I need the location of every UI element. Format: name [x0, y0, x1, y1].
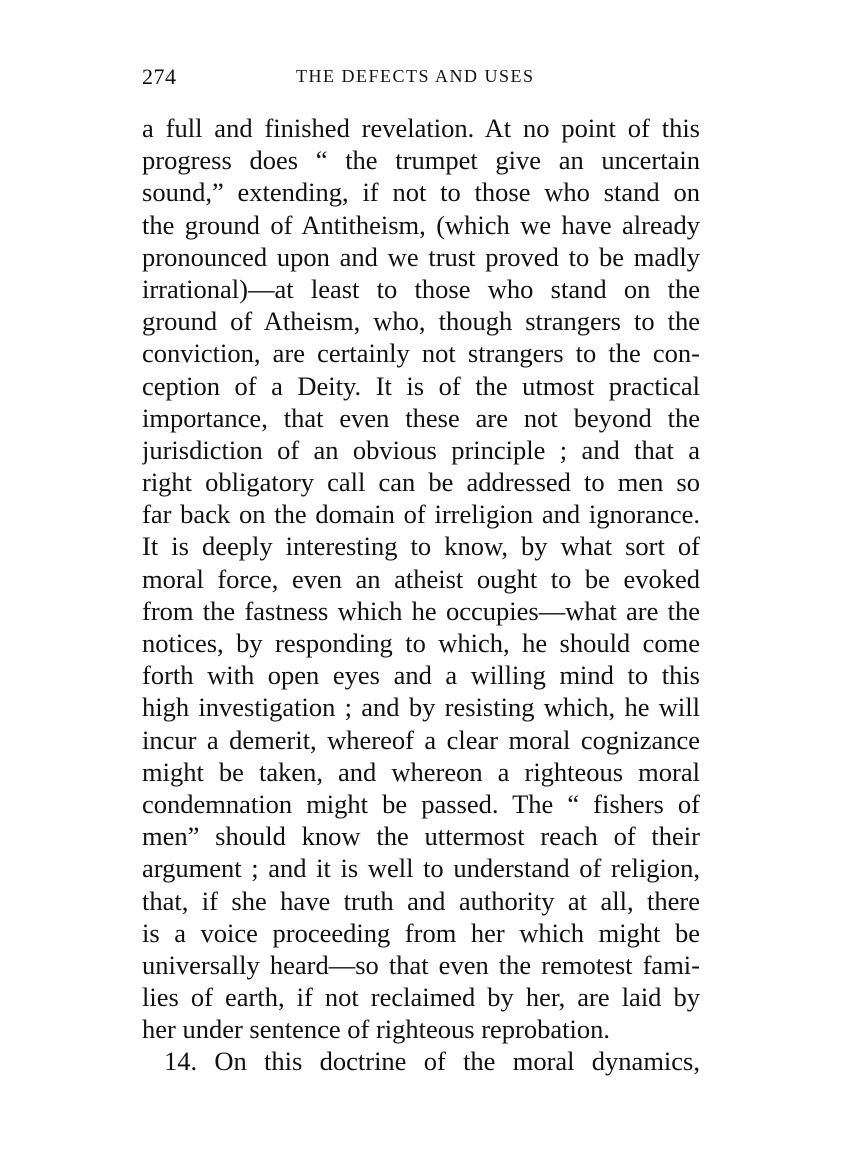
page-number: 274 — [142, 64, 177, 89]
paragraph-end-line: her under sentence of righteous reprobation. — [142, 1014, 610, 1045]
text-line: pronounced upon and we trust proved to be madly — [142, 241, 700, 272]
text-line: right obligatory call can be addressed to men so — [142, 467, 700, 498]
text-line: jurisdiction of an obvious principle ; and that a — [142, 434, 700, 465]
text-line: high investigation ; and by resisting which, he will — [142, 692, 700, 723]
page-header — [142, 64, 702, 92]
text-line: that, if she have truth and authority at all, there — [142, 885, 700, 916]
text-line: It is deeply interesting to know, by what sort of — [142, 531, 700, 562]
text-line: argument ; and it is well to understand of religion, — [142, 853, 700, 884]
text-line: men” should know the uttermost reach of their — [142, 821, 700, 852]
text-line: ception of a Deity. It is of the utmost practical — [142, 370, 700, 401]
text-line: the ground of Antitheism, (which we have already — [142, 209, 700, 240]
text-line: far back on the domain of irreligion and ignorance. — [142, 499, 700, 530]
section-start-line: 14. On this doctrine of the moral dynamics, — [164, 1046, 700, 1077]
text-line: condemnation might be passed. The “ fishers of — [142, 788, 700, 819]
body-text — [142, 112, 700, 1078]
running-head: THE DEFECTS AND USES — [296, 66, 535, 86]
text-line: irrational)—at least to those who stand on the — [142, 273, 700, 304]
text-line: importance, that even these are not beyond the — [142, 402, 700, 433]
text-line: universally heard—so that even the remotest fami- — [142, 949, 700, 980]
text-line: from the fastness which he occupies—what are the — [142, 595, 700, 626]
text-line: ground of Atheism, who, though strangers to the — [142, 306, 700, 337]
text-line: progress does “ the trumpet give an uncertain — [142, 145, 700, 176]
text-line: moral force, even an atheist ought to be evoked — [142, 563, 700, 594]
text-line: might be taken, and whereon a righteous moral — [142, 756, 700, 787]
text-line: notices, by responding to which, he should come — [142, 628, 700, 658]
text-line: forth with open eyes and a willing mind to this — [142, 660, 700, 691]
text-line: is a voice proceeding from her which might be — [142, 917, 700, 948]
text-line: a full and finished revelation. At no point of this — [142, 113, 700, 143]
text-line: conviction, are certainly not strangers to the con- — [142, 338, 700, 369]
text-line: sound,” extending, if not to those who stand on — [142, 177, 700, 208]
text-line: incur a demerit, whereof a clear moral cognizance — [142, 724, 700, 755]
text-line: lies of earth, if not reclaimed by her, are laid by — [142, 982, 700, 1013]
